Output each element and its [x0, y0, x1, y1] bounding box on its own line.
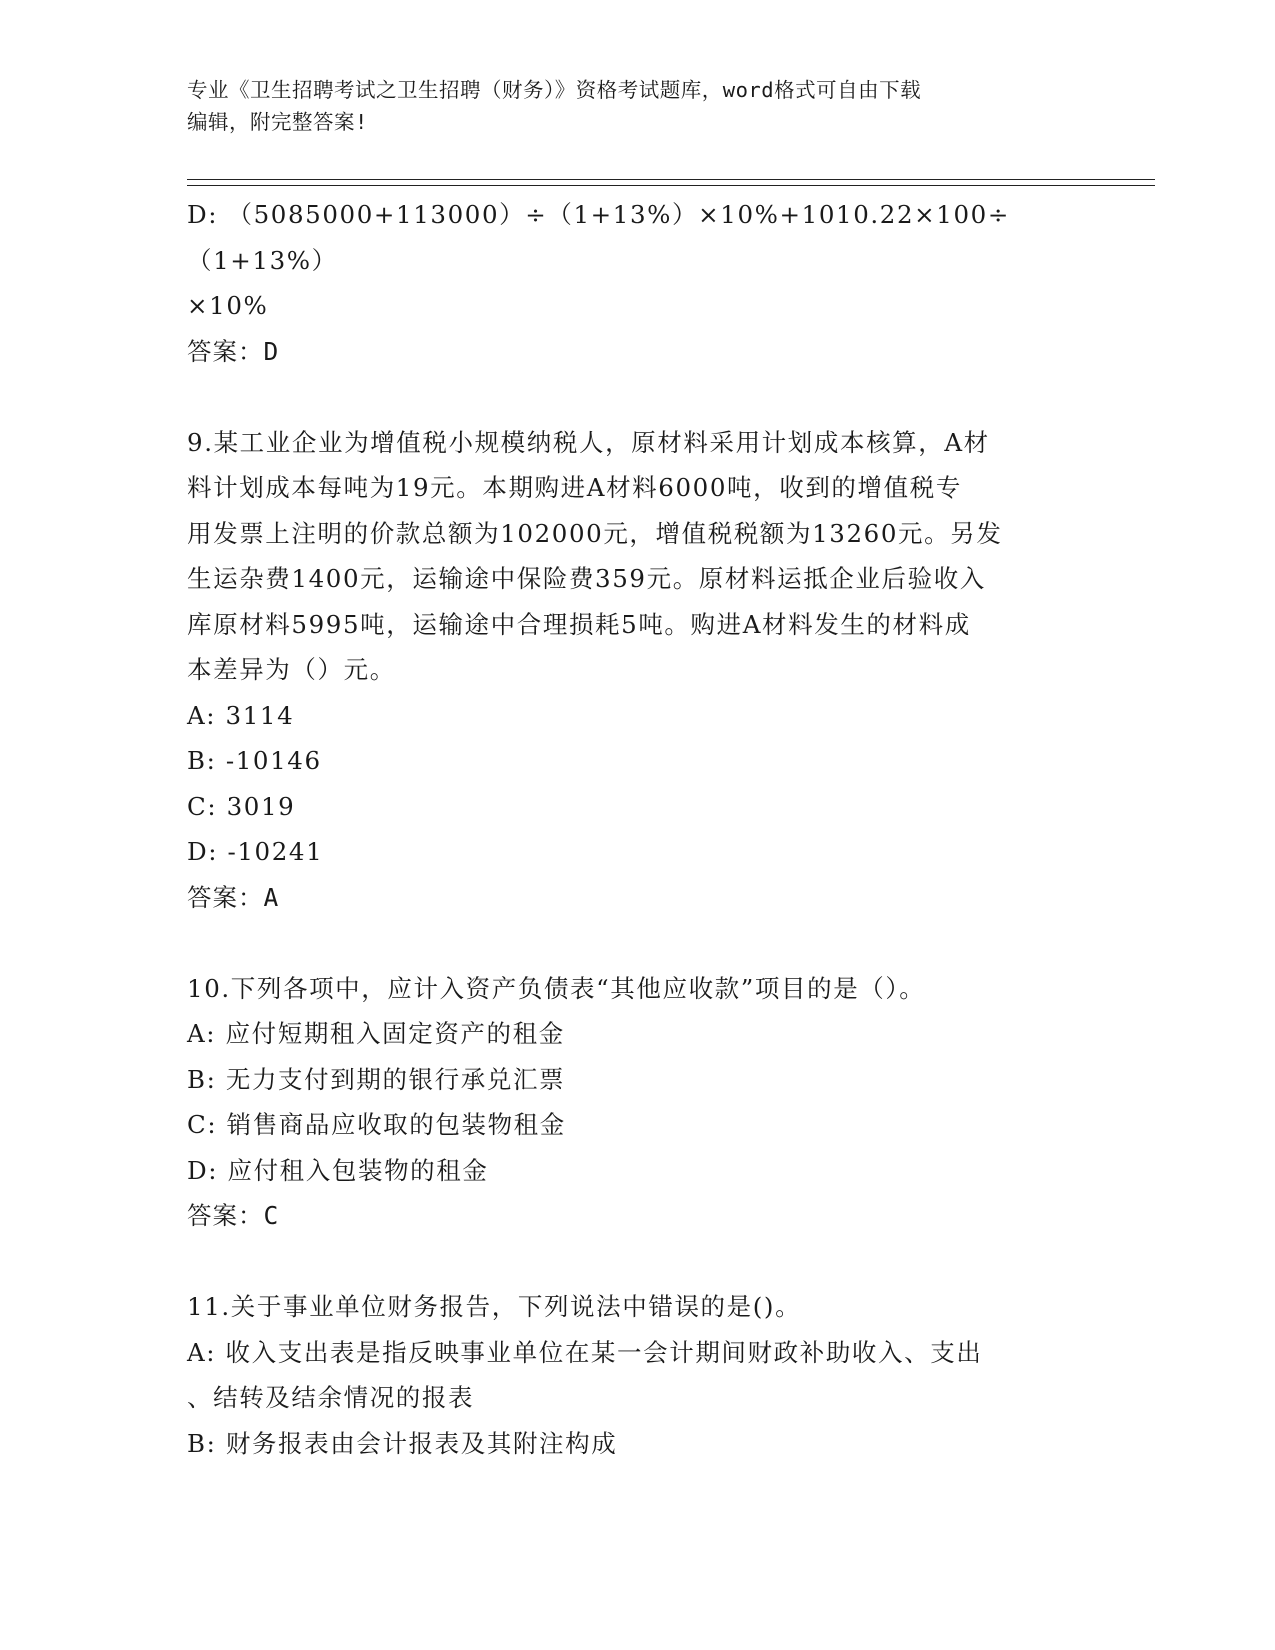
q9-option-b: B: -10146: [187, 746, 322, 775]
q9-question-line-3: 用发票上注明的价款总额为102000元，增值税税额为13260元。另发: [187, 518, 1003, 548]
q8-option-d-line-1: D: （5085000+113000）÷（1+13%）×10%+1010.22×100÷（1+13%）: [187, 200, 1010, 275]
q10-answer-label: 答案：: [187, 1201, 264, 1230]
q10-option-d: D: 应付租入包装物的租金: [187, 1155, 489, 1185]
q10-option-c: C: 销售商品应收取的包装物租金: [187, 1110, 566, 1139]
q10-question: 10.下列各项中，应计入资产负债表“其他应收款”项目的是（）。: [187, 973, 926, 1003]
q9-answer-label: 答案：: [187, 882, 264, 912]
q9-question-line-5: 库原材料5995吨，运输途中合理损耗5吨。购进A材料发生的材料成: [187, 609, 971, 639]
header-line-1: 专业《卫生招聘考试之卫生招聘（财务）》资格考试题库，word格式可自由下载: [187, 78, 922, 102]
q10-option-b: B: 无力支付到期的银行承兑汇票: [187, 1064, 566, 1094]
q10-option-a: A: 应付短期租入固定资产的租金: [187, 1019, 565, 1048]
header-divider-top: [187, 179, 1155, 180]
q9-question-line-2: 料计划成本每吨为19元。本期购进A材料6000吨，收到的增值税专: [187, 473, 962, 502]
header-line-2: 编辑，附完整答案!: [187, 110, 368, 134]
q8-answer-value: D: [263, 336, 280, 366]
q8-option-d-line-2: ×10%: [187, 291, 269, 320]
spacer: [187, 920, 1087, 966]
document-body: [187, 192, 1087, 1466]
spacer: [187, 374, 1087, 420]
q11-option-a-line-1: A: 收入支出表是指反映事业单位在某一会计期间财政补助收入、支出: [187, 1337, 983, 1367]
q10-answer-value: C: [263, 1201, 280, 1230]
q9-option-d: D: -10241: [187, 837, 324, 866]
q11-option-b: B: 财务报表由会计报表及其附注构成: [187, 1428, 618, 1458]
q8-answer-label: 答案：: [187, 336, 264, 366]
q11-option-a-line-2: 、结转及结余情况的报表: [187, 1383, 475, 1412]
q9-answer-value: A: [263, 882, 280, 912]
q9-option-c: C: 3019: [187, 791, 296, 821]
q9-option-a: A: 3114: [187, 700, 295, 730]
spacer: [187, 1239, 1087, 1285]
q10-answer: [187, 1193, 1087, 1239]
q9-answer: [187, 875, 1087, 921]
q11-question: 11.关于事业单位财务报告，下列说法中错误的是()。: [187, 1292, 802, 1321]
header-divider-bottom: [187, 185, 1155, 186]
document-header: [187, 74, 1067, 138]
q8-answer: [187, 329, 1087, 375]
q9-question-line-1: 9.某工业企业为增值税小规模纳税人，原材料采用计划成本核算，A材: [187, 427, 990, 457]
q9-question-line-4: 生运杂费1400元，运输途中保险费359元。原材料运抵企业后验收入: [187, 564, 986, 593]
q9-question-line-6: 本差异为（）元。: [187, 655, 396, 684]
